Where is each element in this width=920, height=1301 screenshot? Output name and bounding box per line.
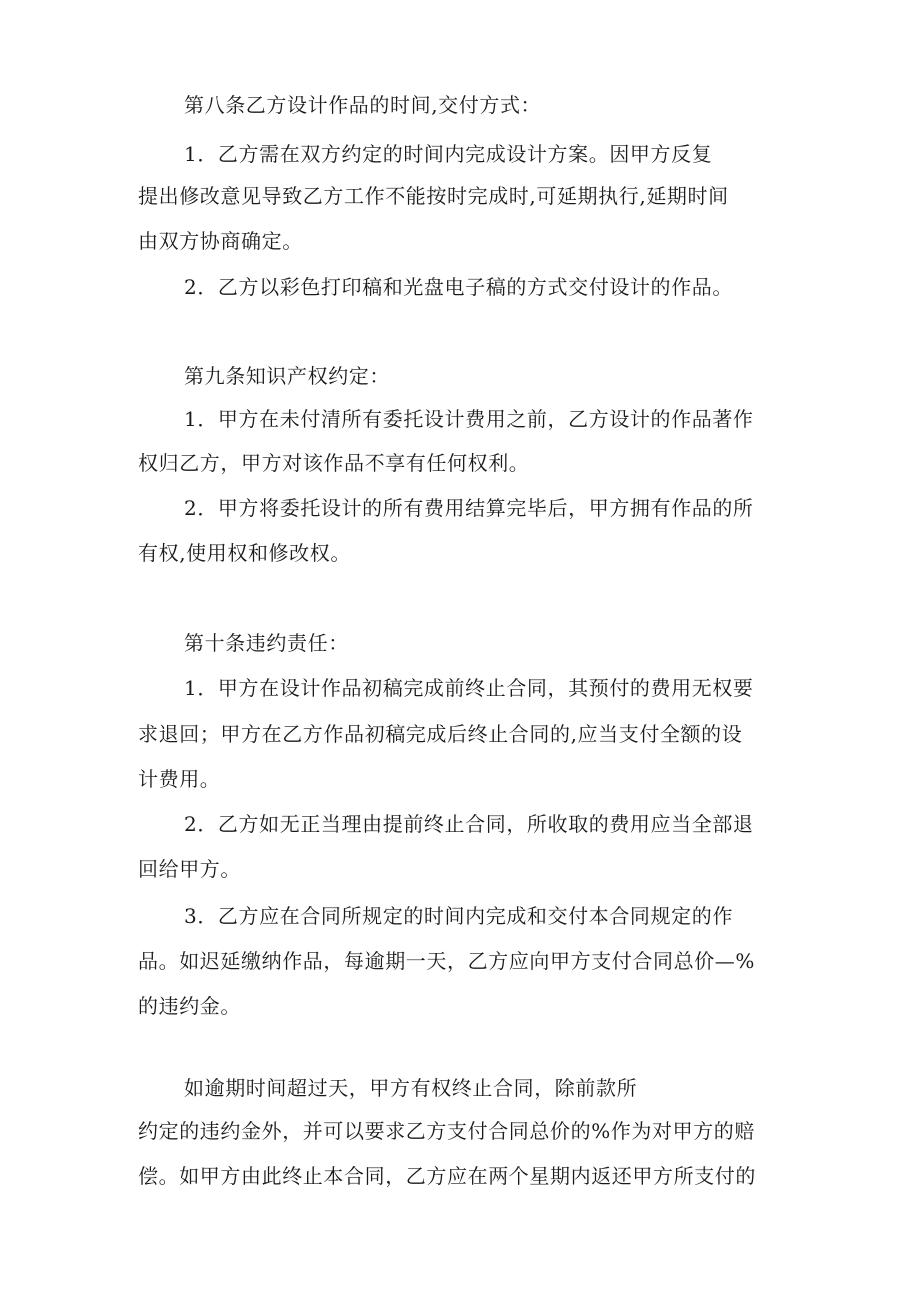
article-9-clause-1-line-1: 1．甲方在未付清所有委托设计费用之前，乙方设计的作品著作 bbox=[184, 407, 754, 431]
overdue-paragraph-line-1: 如逾期时间超过天，甲方有权终止合同，除前款所 bbox=[184, 1076, 638, 1100]
article-10-clause-1-line-3: 计费用。 bbox=[138, 767, 221, 791]
article-8-clause-2: 2．乙方以彩色打印稿和光盘电子稿的方式交付设计的作品。 bbox=[184, 275, 733, 299]
article-8-clause-1-line-2: 提出修改意见导致乙方工作不能按时完成时,可延期执行,延期时间 bbox=[138, 184, 729, 208]
article-10-clause-3-line-2: 品。如迟延缴纳作品，每逾期一天，乙方应向甲方支付合同总价—% bbox=[138, 949, 756, 973]
article-9-clause-2-line-1: 2．甲方将委托设计的所有费用结算完毕后，甲方拥有作品的所 bbox=[184, 496, 754, 520]
article-10-clause-2-line-2: 回给甲方。 bbox=[138, 857, 241, 881]
article-8-heading: 第八条乙方设计作品的时间,交付方式： bbox=[184, 93, 542, 117]
article-9-heading: 第九条知识产权约定： bbox=[184, 364, 390, 388]
article-10-clause-2-line-1: 2．乙方如无正当理由提前终止合同，所收取的费用应当全部退 bbox=[184, 812, 754, 836]
overdue-paragraph-line-2: 约定的违约金外，并可以要求乙方支付合同总价的%作为对甲方的赔 bbox=[138, 1119, 756, 1143]
article-9-clause-2-line-2: 有权,使用权和修改权。 bbox=[138, 541, 351, 565]
article-10-clause-3-line-3: 的违约金。 bbox=[138, 994, 241, 1018]
article-10-heading: 第十条违约责任： bbox=[184, 631, 349, 655]
article-10-clause-1-line-2: 求退回；甲方在乙方作品初稿完成后终止合同的,应当支付全额的设 bbox=[138, 722, 743, 746]
article-8-clause-1-line-1: 1．乙方需在双方约定的时间内完成设计方案。因甲方反复 bbox=[184, 142, 713, 166]
article-9-clause-1-line-2: 权归乙方，甲方对该作品不享有任何权利。 bbox=[138, 451, 530, 475]
article-10-clause-1-line-1: 1．甲方在设计作品初稿完成前终止合同，其预付的费用无权要 bbox=[184, 676, 754, 700]
article-10-clause-3-line-1: 3．乙方应在合同所规定的时间内完成和交付本合同规定的作 bbox=[184, 904, 733, 928]
article-8-clause-1-line-3: 由双方协商确定。 bbox=[138, 229, 303, 253]
overdue-paragraph-line-3: 偿。如甲方由此终止本合同，乙方应在两个星期内返还甲方所支付的 bbox=[138, 1164, 756, 1188]
